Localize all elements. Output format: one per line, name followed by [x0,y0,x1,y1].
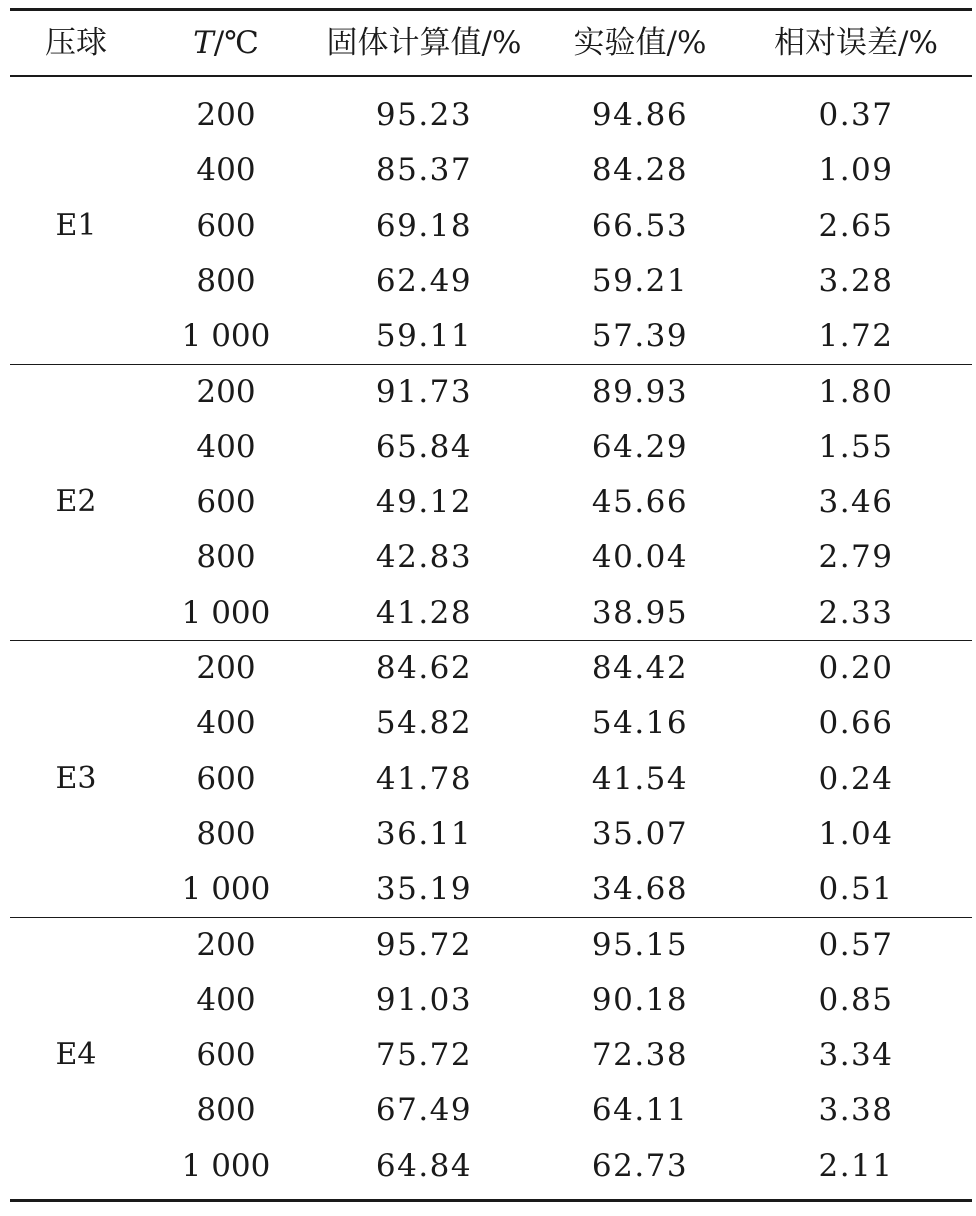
cell-experimental: 89.93 [591,373,689,410]
cell-experimental: 57.39 [591,318,689,355]
cell-relative-error: 0.85 [818,981,894,1018]
cell-experimental: 35.07 [591,815,689,852]
cell-experimental: 45.66 [591,484,689,521]
cell-relative-error: 2.33 [818,594,894,631]
cell-relative-error: 1.80 [818,373,894,410]
cell-calculated: 85.37 [375,152,473,189]
cell-temperature: 600 [196,760,256,797]
table-row [0,427,976,467]
cell-temperature: 1 000 [181,871,271,908]
cell-temperature: 800 [196,262,256,299]
cell-experimental: 40.04 [591,539,689,576]
cell-relative-error: 3.34 [818,1037,894,1074]
cell-relative-error: 3.46 [818,484,894,521]
table-row [0,980,976,1020]
cell-experimental: 64.29 [591,428,689,465]
cell-temperature: 600 [196,484,256,521]
header-temperature [193,23,259,63]
cell-relative-error: 1.55 [818,428,894,465]
cell-relative-error: 1.09 [818,152,894,189]
cell-experimental: 64.11 [591,1092,689,1129]
cell-calculated: 36.11 [375,815,473,852]
cell-calculated: 95.72 [375,926,473,963]
cell-relative-error: 1.04 [818,815,894,852]
cell-temperature: 800 [196,815,256,852]
cell-calculated: 59.11 [375,318,473,355]
cell-calculated: 35.19 [375,871,473,908]
group-separator-rule [10,917,972,918]
table-row [0,206,976,246]
group-label: E3 [55,760,97,796]
cell-calculated: 91.03 [375,981,473,1018]
cell-relative-error: 3.38 [818,1092,894,1129]
cell-relative-error: 0.37 [818,97,894,133]
header-ball: 压球 [45,25,107,61]
cell-calculated: 64.84 [375,1147,473,1184]
group-label: E4 [55,1037,97,1073]
cell-relative-error: 3.28 [818,262,894,299]
table-row [0,316,976,356]
cell-temperature: 400 [196,981,256,1018]
cell-calculated: 65.84 [375,428,473,465]
table-row [0,1090,976,1130]
table-row [0,703,976,743]
cell-relative-error: 0.66 [818,705,894,742]
cell-calculated: 41.78 [375,760,473,797]
table-row [0,648,976,688]
cell-temperature: 200 [196,97,256,133]
cell-temperature: 600 [196,1037,256,1074]
cell-calculated: 69.18 [375,207,473,244]
cell-relative-error: 0.51 [818,871,894,908]
cell-calculated: 84.62 [375,650,473,686]
table-row [0,593,976,633]
cell-experimental: 95.15 [591,926,689,963]
cell-relative-error: 0.24 [818,760,894,797]
table-row [0,482,976,522]
cell-temperature: 1 000 [181,1147,271,1184]
cell-calculated: 95.23 [375,97,473,133]
table-row [0,869,976,909]
group-separator-rule [10,364,972,365]
cell-experimental: 72.38 [591,1037,689,1074]
table-row [0,925,976,965]
cell-calculated: 67.49 [375,1092,473,1129]
cell-experimental: 62.73 [591,1147,689,1184]
cell-temperature: 400 [196,428,256,465]
table-row [0,814,976,854]
cell-temperature: 800 [196,1092,256,1129]
table-header-rule [10,75,972,77]
table-row [0,1035,976,1075]
cell-relative-error: 2.11 [818,1147,894,1184]
cell-temperature: 400 [196,152,256,189]
group-label: E1 [55,207,97,243]
cell-temperature: 800 [196,539,256,576]
table-row [0,372,976,412]
header-experimental: 实验值/% [573,25,707,61]
cell-calculated: 75.72 [375,1037,473,1074]
cell-temperature: 400 [196,705,256,742]
header-relative-error: 相对误差/% [774,25,938,61]
cell-relative-error: 2.79 [818,539,894,576]
header-temperature-symbol: T [193,25,214,61]
cell-experimental: 84.28 [591,152,689,189]
cell-relative-error: 0.20 [818,650,894,686]
cell-experimental: 84.42 [591,650,689,686]
cell-calculated: 49.12 [375,484,473,521]
table-row [0,95,976,135]
header-temperature-unit: /℃ [213,25,259,61]
group-label: E2 [55,484,97,520]
cell-relative-error: 0.57 [818,926,894,963]
table-header-row [0,11,976,75]
cell-relative-error: 2.65 [818,207,894,244]
cell-relative-error: 1.72 [818,318,894,355]
group-separator-rule [10,640,972,641]
cell-experimental: 59.21 [591,262,689,299]
cell-temperature: 200 [196,926,256,963]
cell-calculated: 54.82 [375,705,473,742]
cell-calculated: 42.83 [375,539,473,576]
cell-calculated: 62.49 [375,262,473,299]
cell-calculated: 41.28 [375,594,473,631]
table-row [0,759,976,799]
table-row [0,150,976,190]
cell-temperature: 200 [196,373,256,410]
table-row [0,261,976,301]
cell-temperature: 1 000 [181,318,271,355]
table-row [0,537,976,577]
cell-experimental: 94.86 [591,97,689,133]
cell-experimental: 34.68 [591,871,689,908]
header-calculated: 固体计算值/% [326,25,522,61]
cell-temperature: 600 [196,207,256,244]
cell-experimental: 66.53 [591,207,689,244]
cell-experimental: 41.54 [591,760,689,797]
cell-experimental: 90.18 [591,981,689,1018]
table-bottom-rule [10,1199,972,1202]
cell-calculated: 91.73 [375,373,473,410]
cell-temperature: 200 [196,650,256,686]
table-row [0,1146,976,1186]
cell-temperature: 1 000 [181,594,271,631]
cell-experimental: 54.16 [591,705,689,742]
cell-experimental: 38.95 [591,594,689,631]
